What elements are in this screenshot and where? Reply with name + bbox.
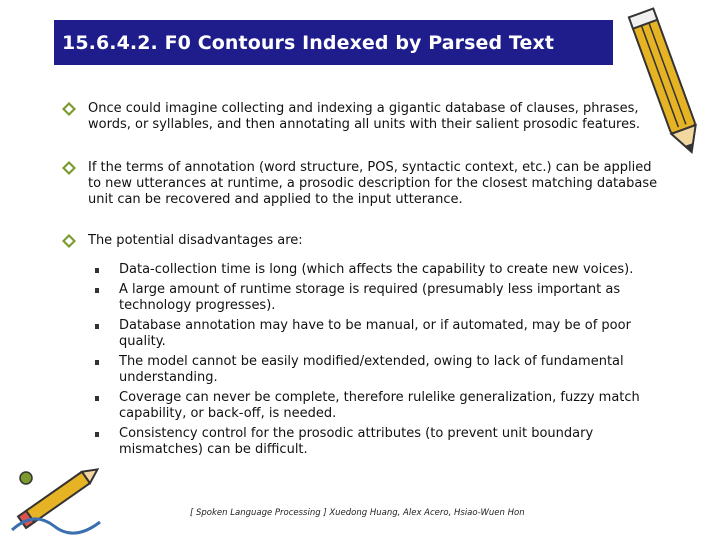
square-bullet-icon <box>95 396 99 401</box>
sub-bullet-list <box>95 262 655 462</box>
diamond-bullet-icon <box>62 161 76 175</box>
bullet-text: The potential disadvantages are: <box>88 233 303 248</box>
slide-title: 15.6.4.2. F0 Contours Indexed by Parsed Text <box>62 31 554 54</box>
bullet-item <box>62 233 662 249</box>
bullet-item <box>62 101 662 133</box>
square-bullet-icon <box>95 324 99 329</box>
square-bullet-icon <box>95 360 99 365</box>
bullet-text: If the terms of annotation (word structure, POS, syntactic context, etc.) can be applied to new utterances at runtime, a prosodic description for the closest matching database unit can be recovered and applied to the input utterance. <box>88 160 658 207</box>
sub-bullet-text: The model cannot be easily modified/extended, owing to lack of fundamental understanding. <box>119 354 624 385</box>
sub-bullet-text: Coverage can never be complete, therefore rulelike generalization, fuzzy match capability, or back-off, is needed. <box>119 390 640 421</box>
square-bullet-icon <box>95 268 99 273</box>
sub-bullet-item <box>95 262 655 278</box>
bullet-item <box>62 160 662 208</box>
pencil-icon <box>620 4 716 164</box>
square-bullet-icon <box>95 288 99 293</box>
sub-bullet-text: Consistency control for the prosodic attributes (to prevent unit boundary mismatches) can be difficult. <box>119 426 594 457</box>
sub-bullet-item <box>95 390 655 422</box>
sub-bullet-item <box>95 354 655 386</box>
square-bullet-icon <box>95 432 99 437</box>
sub-bullet-item <box>95 282 655 314</box>
sub-bullet-item <box>95 318 655 350</box>
bullet-text: Once could imagine collecting and indexing a gigantic database of clauses, phrases, words, or syllables, and then annotating all units with their salient prosodic features. <box>88 101 641 132</box>
pencil-drawing-icon <box>4 460 114 538</box>
sub-bullet-text: Database annotation may have to be manual, or if automated, may be of poor quality. <box>119 318 631 349</box>
diamond-bullet-icon <box>62 102 76 116</box>
footer-citation: [ Spoken Language Processing ] Xuedong Huang, Alex Acero, Hsiao-Wuen Hon <box>190 508 525 518</box>
sub-bullet-item <box>95 426 655 458</box>
title-bar <box>54 20 613 65</box>
sub-bullet-text: A large amount of runtime storage is required (presumably less important as technology progresses). <box>119 282 621 313</box>
diamond-bullet-icon <box>62 234 76 248</box>
sub-bullet-text: Data-collection time is long (which affects the capability to create new voices). <box>119 262 634 277</box>
